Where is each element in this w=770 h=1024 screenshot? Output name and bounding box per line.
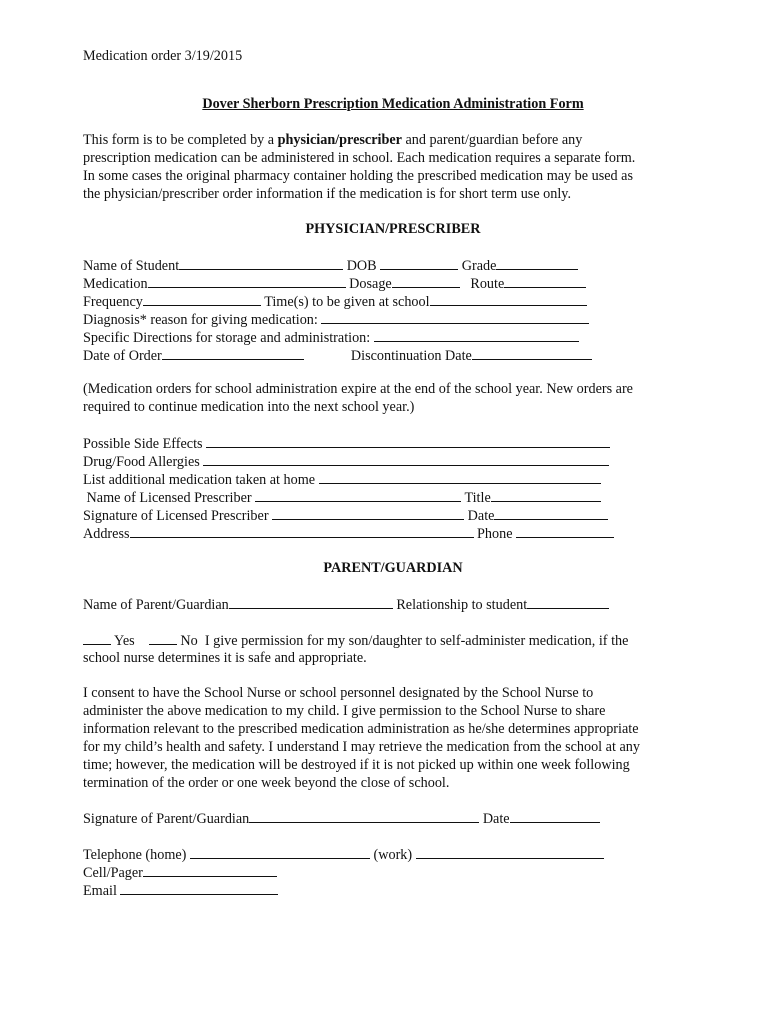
diagnosis-field[interactable]: [321, 310, 589, 324]
title-field[interactable]: [491, 488, 601, 502]
relationship-label: Relationship to student: [396, 597, 528, 613]
physician-section: [83, 256, 592, 364]
email-field[interactable]: [120, 881, 278, 895]
form-title: Dover Sherborn Prescription Medication Administration Form: [202, 96, 584, 112]
allergies-field[interactable]: [203, 452, 609, 466]
date-of-order-label: Date of Order: [83, 348, 162, 364]
dob-label: DOB: [346, 258, 377, 274]
parent-heading: PARENT/GUARDIAN: [323, 560, 463, 576]
permission-text: school nurse determines it is safe and appropriate.: [83, 650, 367, 666]
directions-field[interactable]: [374, 328, 579, 342]
relationship-field[interactable]: [527, 595, 609, 609]
prescriber-details: [83, 434, 614, 542]
dob-field[interactable]: [380, 256, 458, 270]
times-given-field[interactable]: [430, 292, 587, 306]
prescriber-date-field[interactable]: [494, 506, 608, 520]
title-label: Title: [464, 490, 491, 506]
intro-text: This form is to be completed by a: [83, 132, 278, 148]
parent-signature-field[interactable]: [249, 809, 479, 823]
address-label: Address: [83, 526, 130, 542]
dosage-label: Dosage: [349, 276, 392, 292]
work-label: (work): [373, 847, 413, 863]
intro-line: In some cases the original pharmacy container holding the prescribed medication may be used as: [83, 168, 633, 184]
times-given-label: Time(s) to be given at school: [264, 294, 430, 310]
no-label: No: [180, 633, 198, 649]
licensed-prescriber-label: Name of Licensed Prescriber: [86, 490, 252, 506]
consent-line: termination of the order or one week beyond the close of school.: [83, 775, 450, 791]
licensed-prescriber-field[interactable]: [255, 488, 461, 502]
phone-label: Phone: [477, 526, 513, 542]
parent-name-row: [83, 595, 609, 613]
physician-heading: PHYSICIAN/PRESCRIBER: [305, 221, 481, 237]
self-administer-permission: [83, 631, 628, 667]
cell-field[interactable]: [143, 863, 277, 877]
prescriber-signature-label: Signature of Licensed Prescriber: [83, 508, 269, 524]
grade-label: Grade: [461, 258, 497, 274]
consent-line: administer the above medication to my child. I give permission to the School Nurse to share: [83, 703, 606, 719]
name-of-student-label: Name of Student: [83, 258, 180, 274]
no-blank[interactable]: [149, 631, 177, 645]
route-label: Route: [470, 276, 505, 292]
intro-bold: physician/prescriber: [277, 132, 402, 148]
telephone-home-field[interactable]: [190, 845, 370, 859]
telephone-home-label: Telephone (home): [83, 847, 187, 863]
intro-line: prescription medication can be administered in school. Each medication requires a separate form.: [83, 150, 636, 166]
order-date-header: Medication order 3/19/2015: [83, 48, 243, 64]
discontinuation-field[interactable]: [472, 346, 592, 360]
permission-text: I give permission for my son/daughter to self-administer medication, if the: [204, 633, 629, 649]
expiration-note: [83, 380, 633, 416]
side-effects-label: Possible Side Effects: [83, 436, 203, 452]
consent-line: I consent to have the School Nurse or school personnel designated by the School Nurse to: [83, 685, 594, 701]
consent-paragraph: [83, 684, 640, 792]
expiration-note-line: (Medication orders for school administration expire at the end of the school year. New orders are: [83, 381, 633, 397]
intro-text: and parent/guardian before any: [401, 132, 583, 148]
parent-date-field[interactable]: [510, 809, 600, 823]
medication-label: Medication: [83, 276, 148, 292]
email-label: Email: [83, 883, 117, 899]
yes-label: Yes: [114, 633, 135, 649]
expiration-note-line: required to continue medication into the next school year.): [83, 399, 415, 415]
yes-blank[interactable]: [83, 631, 111, 645]
directions-label: Specific Directions for storage and administration:: [83, 330, 371, 346]
phone-field[interactable]: [516, 524, 614, 538]
contact-section: [83, 845, 604, 899]
discontinuation-label: Discontinuation Date: [350, 348, 472, 364]
name-of-student-field[interactable]: [179, 256, 343, 270]
prescriber-date-label: Date: [467, 508, 495, 524]
medication-field[interactable]: [148, 274, 346, 288]
diagnosis-label: Diagnosis* reason for giving medication:: [83, 312, 318, 328]
consent-line: information relevant to the prescribed medication administration as he/she determines appropriate: [83, 721, 639, 737]
parent-name-field[interactable]: [229, 595, 393, 609]
date-of-order-field[interactable]: [162, 346, 304, 360]
cell-label: Cell/Pager: [83, 865, 143, 881]
allergies-label: Drug/Food Allergies: [83, 454, 200, 470]
frequency-field[interactable]: [143, 292, 261, 306]
dosage-field[interactable]: [392, 274, 460, 288]
grade-field[interactable]: [496, 256, 578, 270]
additional-med-label: List additional medication taken at home: [83, 472, 316, 488]
address-field[interactable]: [130, 524, 474, 538]
prescriber-signature-field[interactable]: [272, 506, 464, 520]
route-field[interactable]: [504, 274, 586, 288]
parent-signature-row: [83, 809, 600, 827]
parent-signature-label: Signature of Parent/Guardian: [83, 811, 250, 827]
side-effects-field[interactable]: [206, 434, 610, 448]
intro-paragraph: [83, 131, 635, 203]
parent-name-label: Name of Parent/Guardian: [83, 597, 229, 613]
intro-line: the physician/prescriber order information if the medication is for short term use only.: [83, 186, 572, 202]
consent-line: for my child’s health and safety. I understand I may retrieve the medication from the school at any: [83, 739, 640, 755]
parent-date-label: Date: [482, 811, 510, 827]
additional-med-field[interactable]: [319, 470, 601, 484]
work-phone-field[interactable]: [416, 845, 604, 859]
consent-line: time; however, the medication will be destroyed if it is not picked up within one week following: [83, 757, 630, 773]
frequency-label: Frequency: [83, 294, 143, 310]
